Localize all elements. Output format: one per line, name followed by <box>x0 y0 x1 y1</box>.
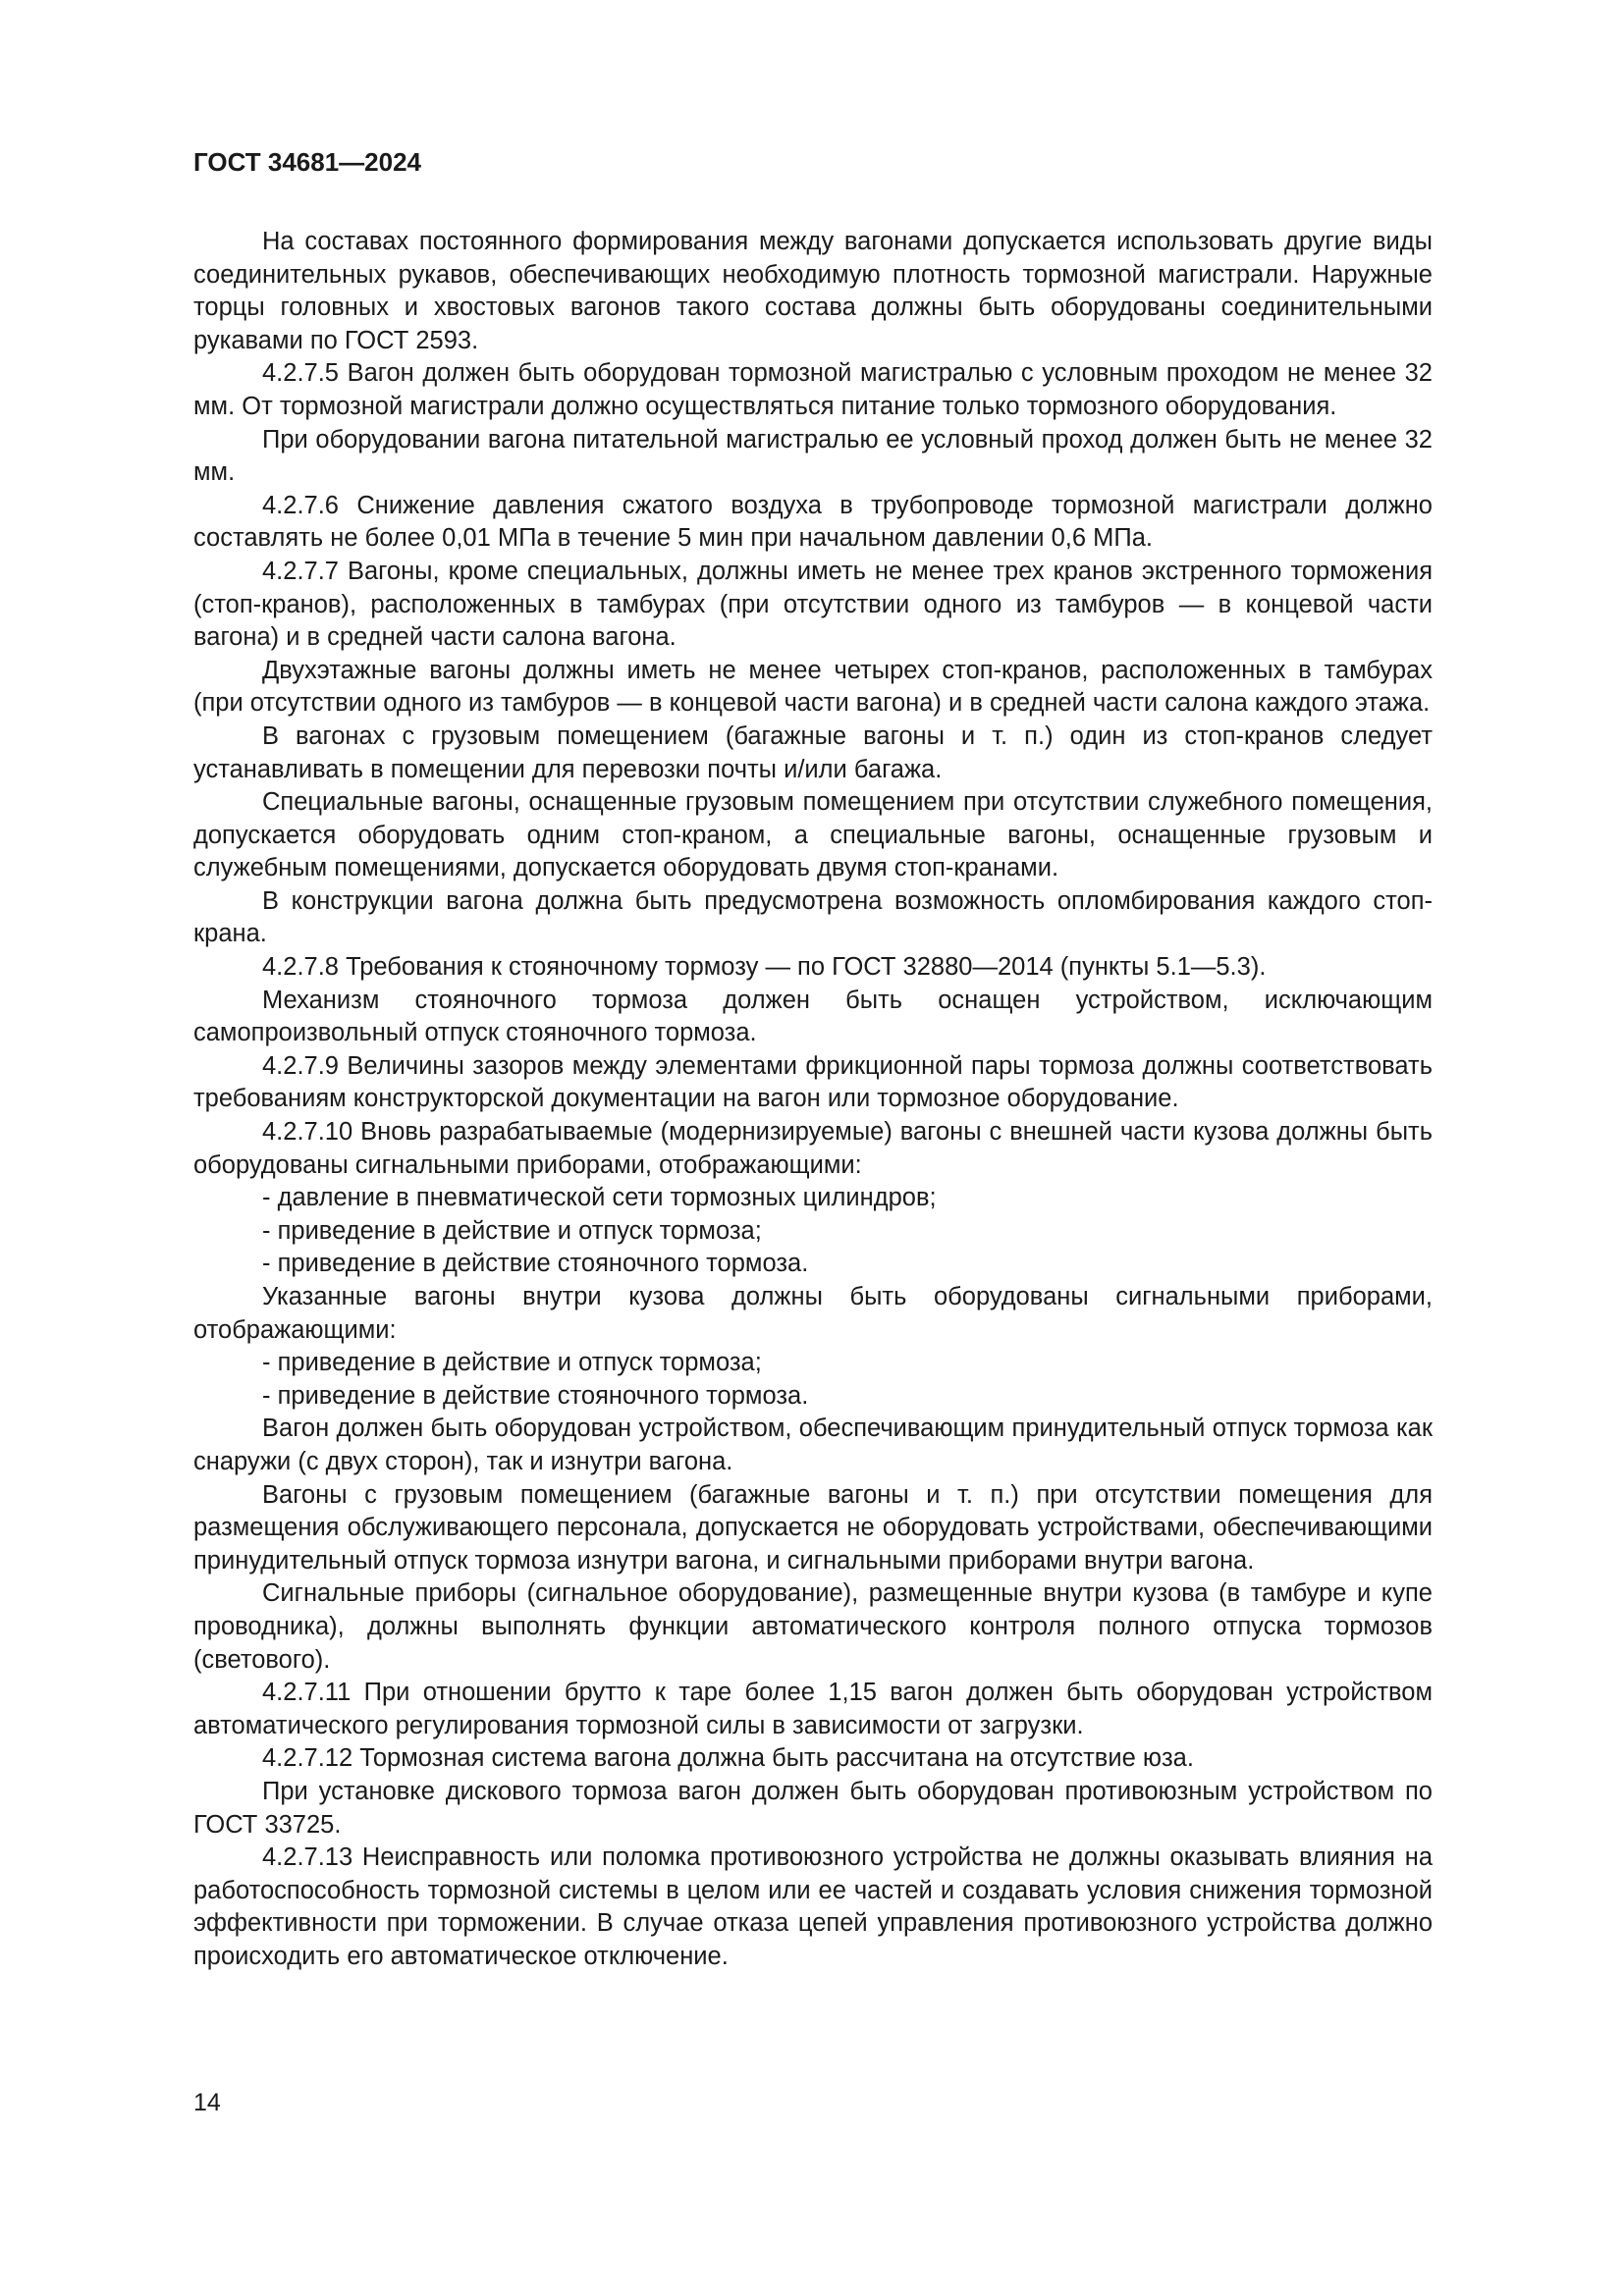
list-item: - приведение в действие и отпуск тормоза; <box>262 1216 762 1245</box>
paragraph: 4.2.7.9 Величины зазоров между элементами фрикционной пары тормоза должны соответствовать требованиям конструкторской документации на вагон или тормозное оборудование. <box>193 1051 1433 1113</box>
list-item: - приведение в действие стояночного тормоза. <box>262 1381 809 1410</box>
paragraph: 4.2.7.6 Снижение давления сжатого воздуха в трубопроводе тормозной магистрали должно составлять не более 0,01 МПа в течение 5 мин при начальном давлении 0,6 МПа. <box>193 491 1433 553</box>
paragraph: 4.2.7.12 Тормозная система вагона должна быть рассчитана на отсутствие юза. <box>262 1744 1194 1773</box>
paragraph: В вагонах с грузовым помещением (багажные вагоны и т. п.) один из стоп-кранов следует устанавливать в помещении для перевозки почты и/или багажа. <box>193 721 1433 783</box>
paragraph: 4.2.7.8 Требования к стояночному тормозу — по ГОСТ 32880—2014 (пункты 5.1—5.3). <box>262 953 1267 982</box>
paragraph: При оборудовании вагона питательной магистралью ее условный проход должен быть не менее 32 мм. <box>193 425 1433 487</box>
paragraph: Двухэтажные вагоны должны иметь не менее четырех стоп-кранов, расположенных в тамбурах (при отсутствии одного из тамбуров — в концевой части вагона) и в средней части салона каждого этажа. <box>193 656 1433 718</box>
document-body <box>193 226 1433 1973</box>
paragraph: 4.2.7.7 Вагоны, кроме специальных, должны иметь не менее трех кранов экстренного торможения (стоп-кранов), расположенных в тамбурах (при отсутствии одного из тамбуров — в концевой части вагона) и в средней части салона вагона. <box>193 557 1433 652</box>
standard-designation: ГОСТ 34681—2024 <box>193 147 421 177</box>
paragraph: Вагоны с грузовым помещением (багажные вагоны и т. п.) при отсутствии помещения для размещения обслуживающего персонала, допускается не оборудовать устройствами, обеспечивающими принудительный отпуск тормоза изнутри вагона, и сигнальными приборами внутри вагона. <box>193 1480 1433 1575</box>
page-number: 14 <box>193 2089 221 2116</box>
paragraph: 4.2.7.13 Неисправность или поломка противоюзного устройства не должны оказывать влияния на работоспособность тормозной системы в целом или ее частей и создавать условия снижения тормозной эффективности при торможении. В случае отказа цепей управления противоюзного устройства должно происходить его автоматическое отключение. <box>193 1843 1433 1970</box>
list-item: - приведение в действие стояночного тормоза. <box>262 1250 809 1278</box>
paragraph: На составах постоянного формирования между вагонами допускается использовать другие виды соединительных рукавов, обеспечивающих необходимую плотность тормозной магистрали. Наружные торцы головных и хвостовых вагонов такого состава должны быть оборудованы соединительными рукавами по ГОСТ 2593. <box>193 228 1433 354</box>
paragraph: 4.2.7.10 Вновь разрабатываемые (модернизируемые) вагоны с внешней части кузова должны быть оборудованы сигнальными приборами, отображающими: <box>193 1118 1433 1179</box>
list-item: - давление в пневматической сети тормозных цилиндров; <box>262 1184 937 1212</box>
paragraph: При установке дискового тормоза вагон должен быть оборудован противоюзным устройством по ГОСТ 33725. <box>193 1777 1433 1839</box>
paragraph: Специальные вагоны, оснащенные грузовым помещением при отсутствии служебного помещения, допускается оборудовать одним стоп-краном, а специальные вагоны, оснащенные грузовым и служебным помещениями, допускается оборудовать двумя стоп-кранами. <box>193 788 1433 882</box>
paragraph: Механизм стояночного тормоза должен быть оснащен устройством, исключающим самопроизвольный отпуск стояночного тормоза. <box>193 986 1433 1047</box>
paragraph: Сигнальные приборы (сигнальное оборудование), размещенные внутри кузова (в тамбуре и купе проводника), должны выполнять функции автоматического контроля полного отпуска тормозов (светового). <box>193 1579 1433 1674</box>
paragraph: Вагон должен быть оборудован устройством, обеспечивающим принудительный отпуск тормоза как снаружи (с двух сторон), так и изнутри вагона. <box>193 1415 1433 1475</box>
paragraph: 4.2.7.5 Вагон должен быть оборудован тормозной магистралью с условным проходом не менее 32 мм. От тормозной магистрали должно осуществляться питание только тормозного оборудования. <box>193 359 1433 420</box>
paragraph: 4.2.7.11 При отношении брутто к таре более 1,15 вагон должен быть оборудован устройством автоматического регулирования тормозной силы в зависимости от загрузки. <box>193 1679 1433 1739</box>
paragraph: Указанные вагоны внутри кузова должны быть оборудованы сигнальными приборами, отображающими: <box>193 1283 1433 1344</box>
paragraph: В конструкции вагона должна быть предусмотрена возможность опломбирования каждого стоп-крана. <box>193 886 1433 948</box>
list-item: - приведение в действие и отпуск тормоза; <box>262 1349 762 1377</box>
